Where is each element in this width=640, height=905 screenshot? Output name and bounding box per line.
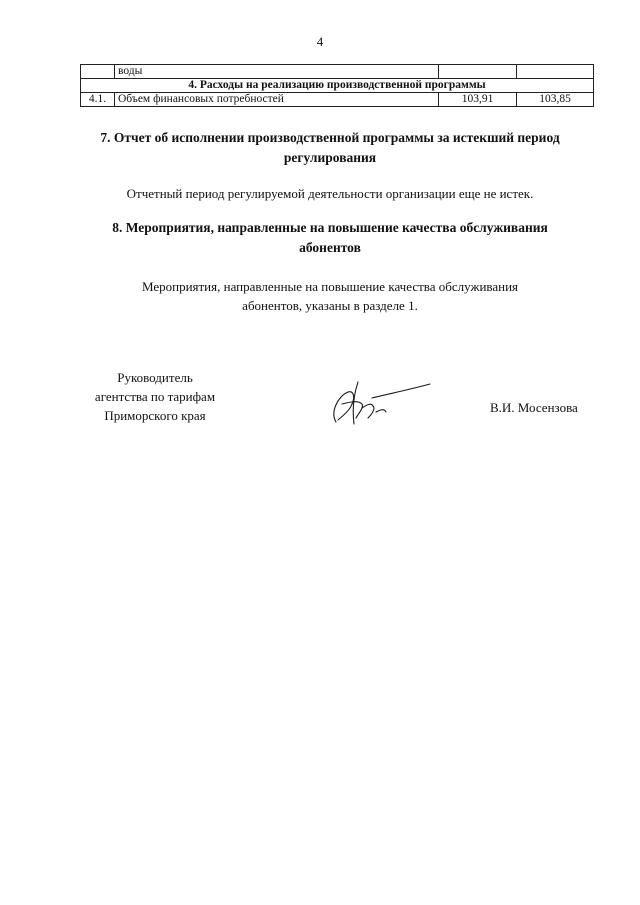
section7-heading-line: 7. Отчет об исполнении производственной программы за истекший период [100,130,560,145]
section7-heading [70,128,590,168]
section8-heading-line: абонентов [299,240,361,255]
table-cell-value: 103,85 [517,93,594,107]
table-cell-empty [439,65,517,79]
table-row [81,93,594,107]
table-cell-empty [81,65,115,79]
signer-name: В.И. Мосензова [490,400,578,415]
signer-title [70,368,240,425]
table-cell-value: 103,91 [439,93,517,107]
signer-title-line: Руководитель [117,370,193,385]
section8-text-line: абонентов, указаны в разделе 1. [242,298,418,313]
section7-text: Отчетный период регулируемой деятельности организации еще не истек. [126,186,534,201]
table-cell-name: Объем финансовых потребностей [115,93,439,107]
table-section-title: 4. Расходы на реализацию производственной программы [81,79,594,93]
table-cell-name: воды [115,65,439,79]
page-number: 4 [316,34,324,49]
table-section-row [81,79,594,93]
table-cell-number: 4.1. [81,93,115,107]
section8-heading [70,218,590,258]
signer-title-line: Приморского края [104,408,206,423]
section7-heading-line: регулирования [283,150,377,165]
table-cell-empty [517,65,594,79]
section8-text [70,277,590,315]
section8-heading-line: 8. Мероприятия, направленные на повышение качества обслуживания [112,220,548,235]
section8-text-line: Мероприятия, направленные на повышение качества обслуживания [141,279,519,294]
table-row [81,65,594,79]
handwritten-signature [318,378,438,428]
signer-title-line: агентства по тарифам [94,389,216,404]
budget-table [80,64,594,107]
